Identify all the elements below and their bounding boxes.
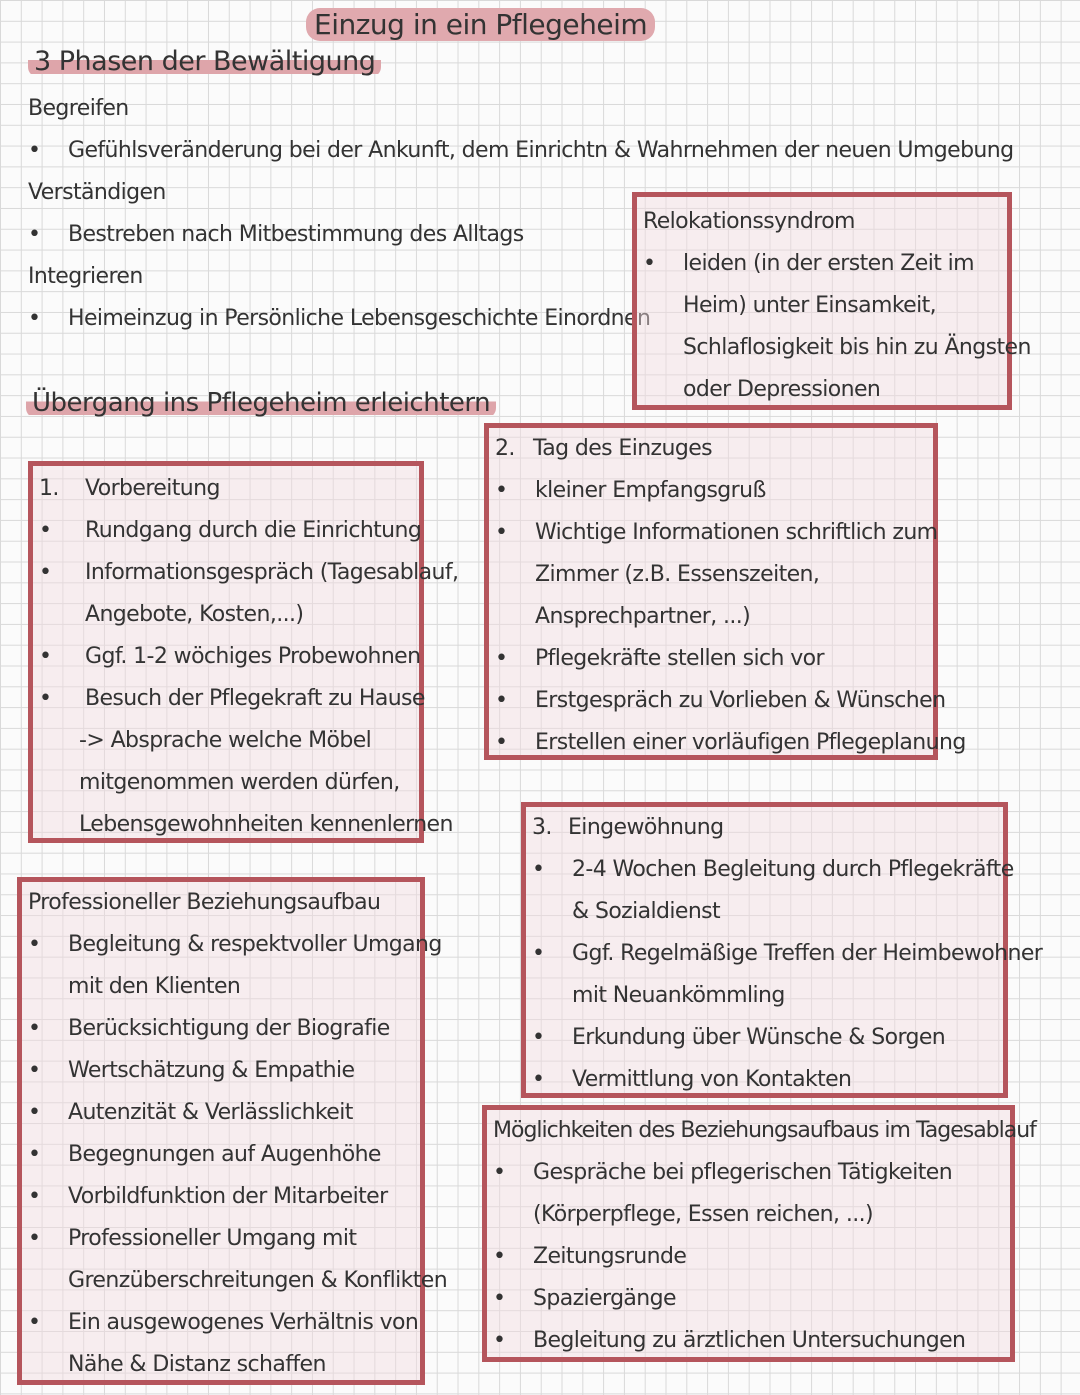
eingewoehnung-heading: 3. Eingewöhnung xyxy=(532,815,724,840)
list-item: • Vorbildfunktion der Mitarbeiter xyxy=(28,1184,388,1209)
moeglichkeiten-heading: Möglichkeiten des Beziehungsaufbaus im Tagesablauf xyxy=(493,1118,1036,1143)
list-item: Zimmer (z.B. Essenszeiten, xyxy=(535,562,820,587)
einzug-heading: 2. Tag des Einzuges xyxy=(495,436,713,461)
relokation-box xyxy=(632,192,1031,410)
list-item: • Erkundung über Wünsche & Sorgen xyxy=(532,1025,946,1050)
list-item: & Sozialdienst xyxy=(572,899,721,924)
list-item: • Pflegekräfte stellen sich vor xyxy=(495,646,824,671)
list-item: mitgenommen werden dürfen, xyxy=(79,770,400,795)
list-item: • Begleitung & respektvoller Umgang xyxy=(28,932,442,957)
einzug-box xyxy=(484,423,966,760)
list-item: • kleiner Empfangsgruß xyxy=(495,478,766,503)
list-item: • Spaziergänge xyxy=(493,1286,676,1311)
list-item: Lebensgewohnheiten kennenlernen xyxy=(79,812,453,837)
beziehung-box xyxy=(17,877,448,1385)
phase-2-name: Verständigen xyxy=(28,180,166,205)
list-item: • Ggf. 1-2 wöchiges Probewohnen xyxy=(39,644,421,669)
list-item: • Besuch der Pflegekraft zu Hause xyxy=(39,686,425,711)
relokation-line: oder Depressionen xyxy=(683,377,881,402)
relokation-list xyxy=(643,243,1031,411)
list-item: • Begegnungen auf Augenhöhe xyxy=(28,1142,381,1167)
list-item: • Rundgang durch die Einrichtung xyxy=(39,518,422,543)
vorbereitung-box xyxy=(28,461,459,843)
list-item: • Gespräche bei pflegerischen Tätigkeiten xyxy=(493,1160,953,1185)
list-item: • Begleitung zu ärztlichen Untersuchungen xyxy=(493,1328,966,1353)
beziehung-heading: Professioneller Beziehungsaufbau xyxy=(28,890,381,915)
uebergang-heading: Übergang ins Pflegeheim erleichtern xyxy=(26,388,496,418)
list-item: • Zeitungsrunde xyxy=(493,1244,687,1269)
list-item: • Professioneller Umgang mit xyxy=(28,1226,357,1251)
relokation-line: Heim) unter Einsamkeit, xyxy=(683,293,937,318)
phases-heading: 3 Phasen der Bewältigung xyxy=(28,46,381,77)
vorbereitung-heading: 1. Vorbereitung xyxy=(39,476,220,501)
phase-3-detail: • Heimeinzug in Persönliche Lebensgeschichte Einordnen xyxy=(28,306,651,331)
list-item: Ansprechpartner, ...) xyxy=(535,604,751,629)
list-item: mit Neuankömmling xyxy=(572,983,785,1008)
list-item: • Autenzität & Verlässlichkeit xyxy=(28,1100,353,1125)
moeglichkeiten-box xyxy=(482,1105,1036,1362)
einzug-list xyxy=(495,470,966,764)
list-item: • Ggf. Regelmäßige Treffen der Heimbewohner xyxy=(532,941,1043,966)
eingewoehnung-list xyxy=(532,849,1043,1101)
list-item: (Körperpflege, Essen reichen, ...) xyxy=(533,1202,873,1227)
list-item: Angebote, Kosten,...) xyxy=(85,602,304,627)
relokation-line: • leiden (in der ersten Zeit im xyxy=(643,251,974,276)
phase-1-name: Begreifen xyxy=(28,96,129,121)
phase-1-detail: • Gefühlsveränderung bei der Ankunft, dem Einrichtn & Wahrnehmen der neuen Umgebung xyxy=(28,138,1014,163)
beziehung-list xyxy=(28,924,448,1386)
list-item: • Vermittlung von Kontakten xyxy=(532,1067,852,1092)
moeglichkeiten-list xyxy=(493,1152,1004,1362)
relokation-line: Schlaflosigkeit bis hin zu Ängsten xyxy=(683,335,1031,360)
vorbereitung-list xyxy=(39,510,459,846)
list-item: Grenzüberschreitungen & Konflikten xyxy=(68,1268,448,1293)
list-item: • Berücksichtigung der Biografie xyxy=(28,1016,390,1041)
list-item: • Ein ausgewogenes Verhältnis von xyxy=(28,1310,419,1335)
relokation-heading: Relokationssyndrom xyxy=(643,209,855,234)
list-item: • Erstgespräch zu Vorlieben & Wünschen xyxy=(495,688,946,713)
list-item: mit den Klienten xyxy=(68,974,241,999)
list-item: • Erstellen einer vorläufigen Pflegeplanung xyxy=(495,730,966,755)
list-item: • Wichtige Informationen schriftlich zum xyxy=(495,520,938,545)
list-item: • Wertschätzung & Empathie xyxy=(28,1058,355,1083)
phase-3-name: Integrieren xyxy=(28,264,143,289)
page-title: Einzug in ein Pflegeheim xyxy=(306,8,655,41)
list-item: • 2-4 Wochen Begleitung durch Pflegekräfte xyxy=(532,857,1014,882)
list-item: -> Absprache welche Möbel xyxy=(79,728,372,753)
list-item: • Informationsgespräch (Tagesablauf, xyxy=(39,560,459,585)
phase-2-detail: • Bestreben nach Mitbestimmung des Alltags xyxy=(28,222,524,247)
list-item: Nähe & Distanz schaffen xyxy=(68,1352,326,1377)
eingewoehnung-box xyxy=(521,802,1043,1098)
